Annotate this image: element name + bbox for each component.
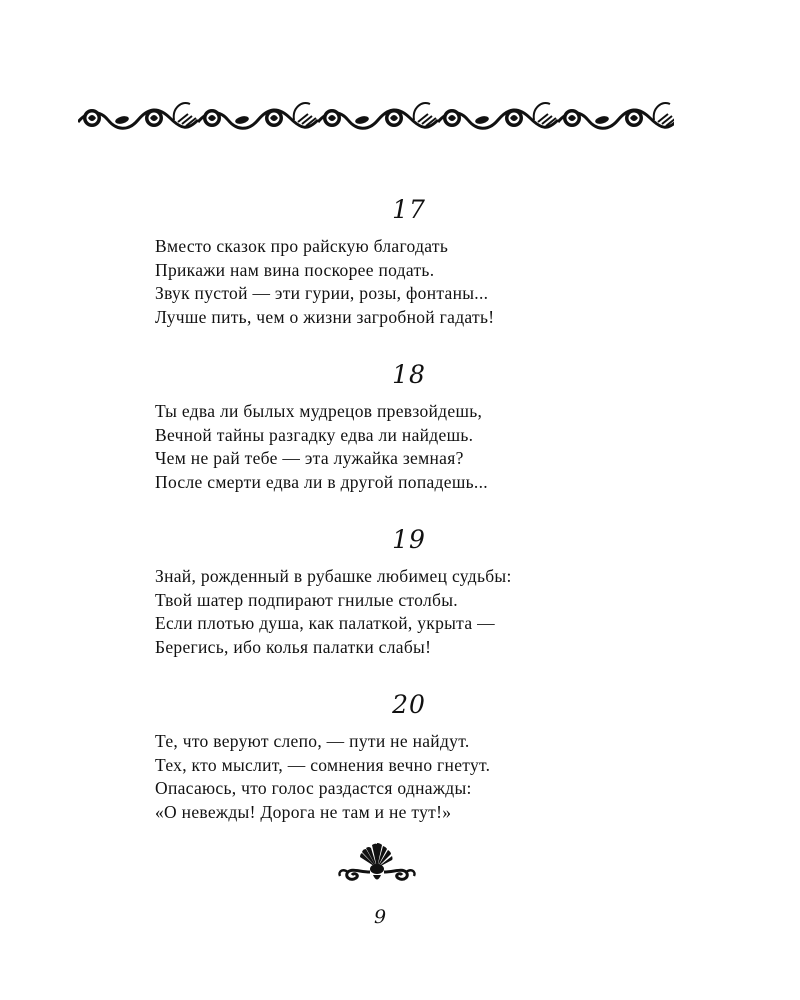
poem-line: Твой шатер подпирают гнилые столбы. [155,589,458,610]
poem-line: Берегись, ибо колья палатки слабы! [155,636,432,657]
poem-line: Вместо сказок про райскую благодать [155,236,449,256]
poem-line: Тех, кто мыслит, — сомнения вечно гнетут. [155,754,491,775]
page-number: 9 [373,906,387,928]
poem-number: 17 [392,195,426,224]
poem-number: 19 [392,525,426,554]
poem-number: 20 [392,690,426,719]
poem-line: После смерти едва ли в другой попадешь... [155,471,488,492]
poem-18 [155,362,675,494]
poem-line: Звук пустой — эти гурии, розы, фонтаны... [155,283,489,303]
poem-line: Чем не рай тебе — эта лужайка земная? [155,448,464,468]
poem-20 [155,692,675,824]
poem-line: Ты едва ли былых мудрецов превзойдешь, [155,401,483,421]
poem-line: Если плотью душа, как палаткой, укрыта — [155,613,495,633]
poem-number: 18 [392,360,426,389]
floral-vine-border-icon [78,92,674,138]
poem-line: Опасаюсь, что голос раздастся однажды: [155,778,472,798]
poem-line: Знай, рожденный в рубашке любимец судьбы: [155,566,512,586]
poem-line: «О невежды! Дорога не там и не тут!» [155,801,452,822]
poem-line: Прикажи нам вина поскорее подать. [155,259,435,280]
poem-19 [155,527,675,659]
palmette-ornament-icon [336,842,418,886]
poems-container [155,197,675,824]
poem-17 [155,197,675,329]
poem-line: Те, что веруют слепо, — пути не найдут. [155,731,470,751]
poem-line: Лучше пить, чем о жизни загробной гадать! [155,306,495,327]
poem-line: Вечной тайны разгадку едва ли найдешь. [155,424,474,445]
